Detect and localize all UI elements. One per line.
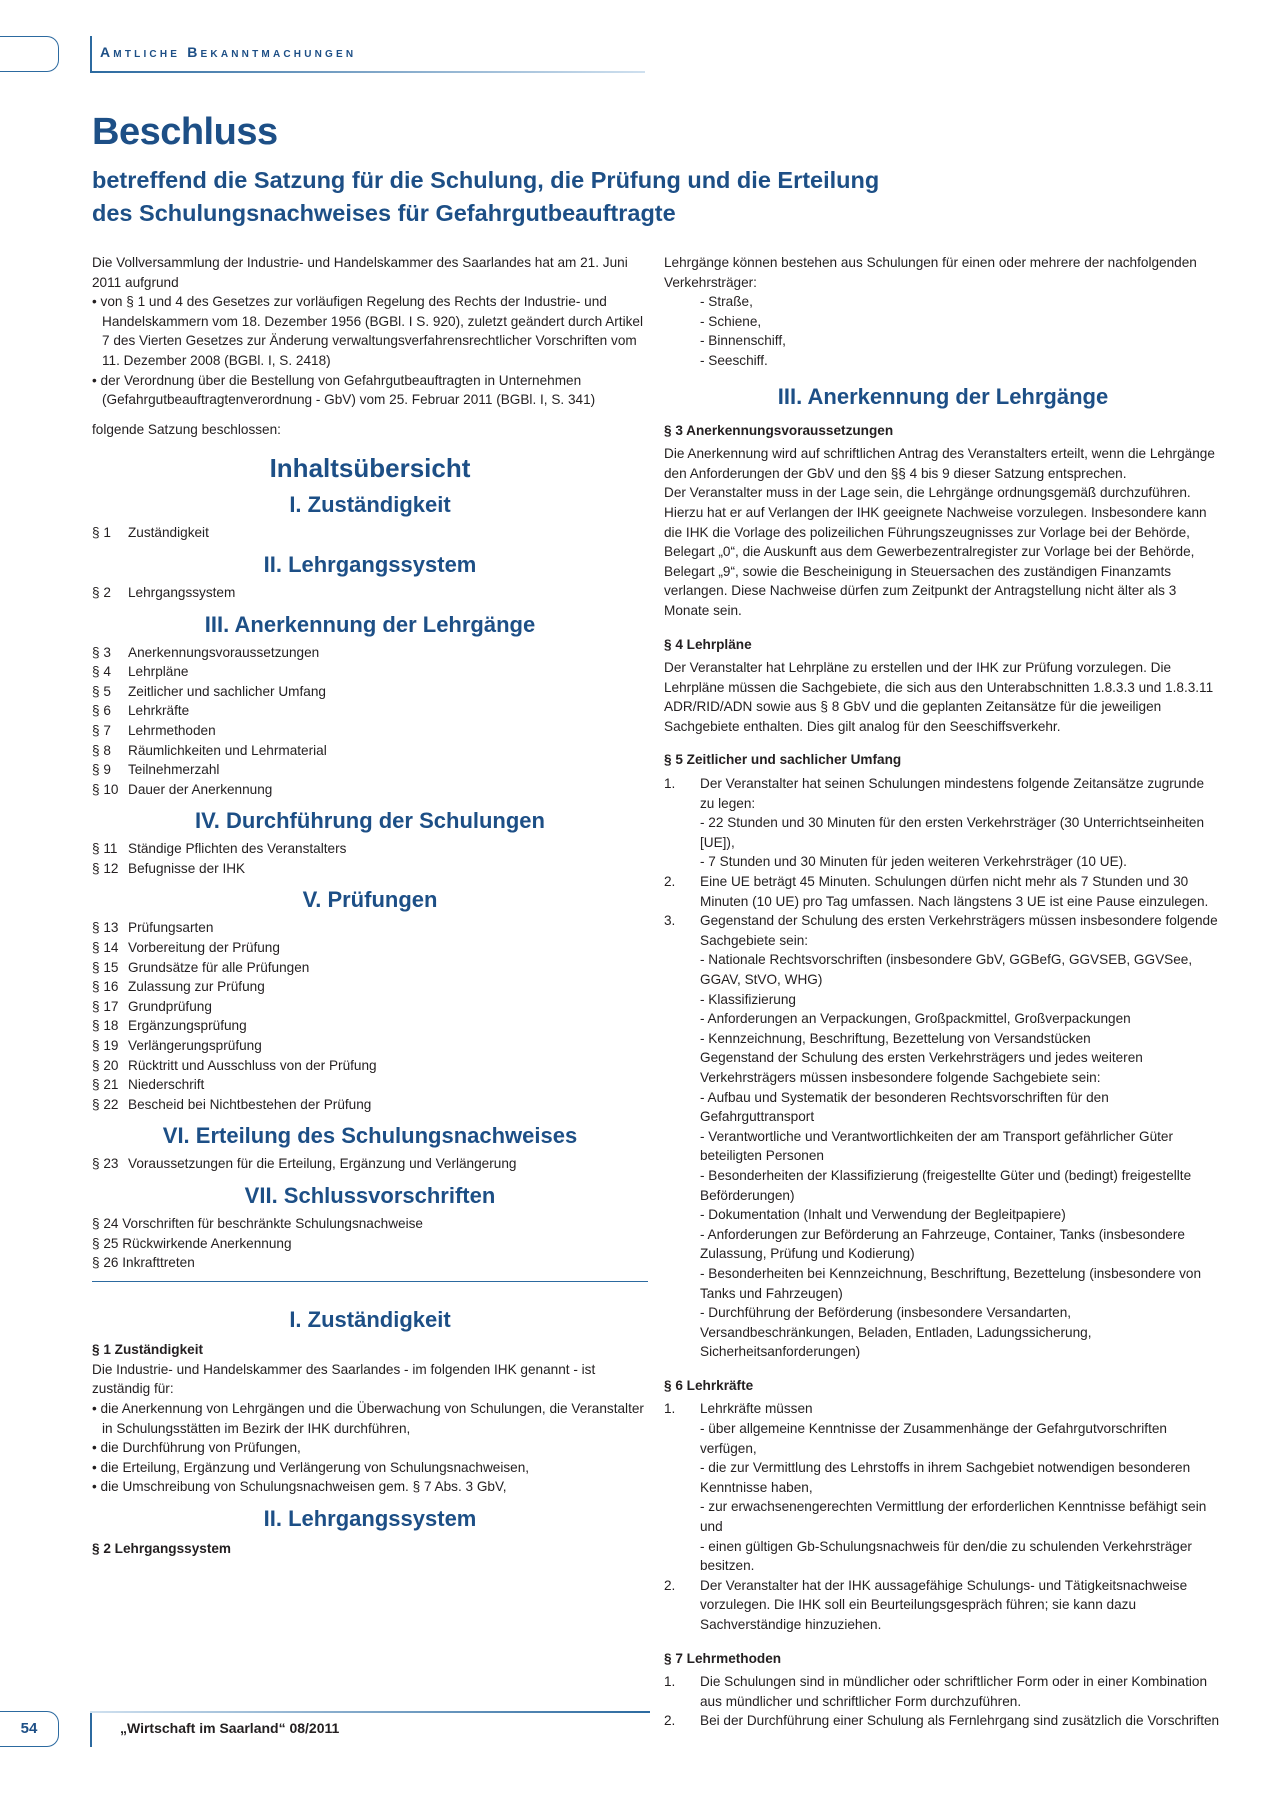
list-item: - Straße, — [700, 294, 753, 310]
paragraph-title: § 6 Lehrkräfte — [664, 1377, 754, 1393]
toc-item: § 22 Bescheid bei Nichtbestehen der Prüfung — [92, 1096, 372, 1112]
header-tab — [0, 36, 59, 72]
numbered-item: 2. Der Veranstalter hat der IHK aussagefähige Schulungs- und Tätigkeitsnachweise vorzulegen. Die IHK soll ein Beurteilungsgespräch führen; sie kann dazu Sachverständige hinzuziehen. — [664, 1577, 1188, 1632]
list-item: • die Durchführung von Prüfungen, — [92, 1440, 301, 1456]
sub-item: - Besonderheiten bei Kennzeichnung, Beschriftung, Bezettelung (insbesondere von Tanks und Fahrzeugen) — [700, 1265, 1202, 1301]
toc-item: § 26 Inkrafttreten — [92, 1255, 195, 1271]
toc-item: § 24 Vorschriften für beschränkte Schulungsnachweise — [92, 1216, 423, 1231]
sub-item: - Anforderungen an Verpackungen, Großpackmittel, Großverpackungen — [700, 1011, 1131, 1027]
section-heading: I. Zuständigkeit — [289, 1307, 451, 1333]
numbered-item: 1. Lehrkräfte müssen — [664, 1401, 813, 1417]
toc-item: § 15 Grundsätze für alle Prüfungen — [92, 959, 310, 975]
toc-heading: I. Zuständigkeit — [289, 492, 451, 518]
sub-item: - Dokumentation (Inhalt und Verwendung der Begleitpapiere) — [700, 1207, 1066, 1223]
numbered-item: 3. Gegenstand der Schulung des ersten Verkehrsträgers müssen insbesondere folgende Sachgebiete sein: — [664, 913, 1218, 948]
toc-heading: VII. Schlussvorschriften — [244, 1183, 496, 1208]
toc-item: § 18 Ergänzungsprüfung — [92, 1018, 247, 1034]
paragraph-title: § 7 Lehrmethoden — [664, 1650, 782, 1666]
left-column — [92, 253, 648, 1559]
paragraph-title: § 2 Lehrgangssystem — [92, 1541, 232, 1557]
page-title: Beschluss — [92, 111, 278, 153]
sub-item: - 22 Stunden und 30 Minuten für den ersten Verkehrsträger (30 Unterrichtseinheiten [UE]), — [700, 815, 1205, 850]
footer-rule — [90, 1711, 650, 1713]
list-item: - Binnenschiff, — [700, 333, 786, 349]
subtitle-line: des Schulungsnachweises für Gefahrgutbeauftragte — [92, 200, 676, 226]
page-number: 54 — [0, 1711, 59, 1747]
sub-item: - Nationale Rechtsvorschriften (insbesondere GbV, GGBefG, GGVSEB, GGVSee, GGAV, StVO, WHG) — [700, 952, 1193, 987]
toc-item: § 6 Lehrkräfte — [92, 703, 190, 719]
sub-item: - Anforderungen zur Beförderung an Fahrzeuge, Container, Tanks (insbesondere Zulassung, Prüfung und Kodierung) — [700, 1226, 1185, 1262]
paragraph-title: § 4 Lehrpläne — [664, 636, 752, 652]
toc-item: § 3 Anerkennungsvoraussetzungen — [92, 644, 320, 660]
toc-item: § 20 Rücktritt und Ausschluss von der Prüfung — [92, 1057, 377, 1073]
paragraph-title: § 3 Anerkennungsvoraussetzungen — [664, 422, 894, 438]
mode-list — [664, 292, 1222, 370]
toc-item: § 4 Lehrpläne — [92, 664, 189, 680]
paragraph-title: § 5 Zeitlicher und sachlicher Umfang — [664, 752, 902, 768]
numbered-item: 1. Die Schulungen sind in mündlicher oder schriftlicher Form oder in einer Kombination aus mündlicher und schriftlicher Form durchzuführen. — [664, 1674, 1207, 1709]
toc-heading: III. Anerkennung der Lehrgänge — [204, 611, 536, 637]
toc-item: § 14 Vorbereitung der Prüfung — [92, 940, 280, 956]
footer-divider — [90, 1711, 92, 1747]
sub-item: - Kennzeichnung, Beschriftung, Bezettelung von Versandstücken — [700, 1030, 1091, 1046]
divider — [92, 1281, 648, 1283]
toc-item: § 8 Räumlichkeiten und Lehrmaterial — [92, 742, 327, 758]
toc-heading: IV. Durchführung der Schulungen — [195, 808, 545, 834]
toc-item: § 21 Niederschrift — [92, 1077, 205, 1093]
toc-item: § 13 Prüfungsarten — [92, 920, 214, 936]
sub-item: - über allgemeine Kenntnisse der Zusammenhänge der Gefahrgutvorschriften verfügen, — [700, 1421, 1167, 1456]
right-column — [664, 253, 1222, 1731]
toc-heading: II. Lehrgangssystem — [263, 551, 477, 577]
toc-heading: VI. Erteilung des Schulungsnachweises — [162, 1123, 578, 1149]
magazine-issue: „Wirtschaft im Saarland“ 08/2011 — [120, 1720, 340, 1736]
intro-bullet: • von § 1 und 4 des Gesetzes zur vorläufigen Regelung des Rechts der Industrie- und Handelskammern vom 18. Dezember 1956 (BGBl. I S. 920), zuletzt geändert durch Artikel 7 des Vierten Gesetzes zur Änderung verwaltungsverfahrensrechtlicher Vorschriften vom 11. Dezember 2008 (BGBl. I, S. 2418) — [92, 294, 643, 368]
toc-item: § 5 Zeitlicher und sachlicher Umfang — [92, 683, 326, 699]
intro-paragraph: folgende Satzung beschlossen: — [92, 421, 281, 437]
toc-item: § 16 Zulassung zur Prüfung — [92, 979, 265, 995]
paragraph-text: Der Veranstalter muss in der Lage sein, die Lehrgänge ordnungsgemäß durchzuführen. Hierzu hat er auf Verlangen der IHK geeignete Nachweise vorzulegen. Insbesondere kann die IHK die Vorlage des polizeilichen Führungszeugnisses zur Vorlage bei der Behörde, Belegart „0“, die Auskunft aus dem Gewerbezentralregister zur Vorlage bei der Behörde, Belegart „9“, sowie die Bescheinigung in Steuersachen des zuständigen Finanzamts verlangen. Diese Nachweise dürfen zum Zeitpunkt der Antragstellung nicht älter als 3 Monate sein. — [664, 485, 1207, 618]
page-subtitle — [92, 164, 879, 230]
subtitle-line: betreffend die Satzung für die Schulung, die Prüfung und die Erteilung — [92, 167, 880, 193]
toc-item: § 9 Teilnehmerzahl — [92, 762, 220, 778]
intro-bullet: • der Verordnung über die Bestellung von Gefahrgutbeauftragten in Unternehmen (Gefahrgutbeauftragtenverordnung - GbV) vom 25. Februar 2011 (BGBl. I, S. 341) — [92, 372, 596, 408]
sub-item: - Aufbau und Systematik der besonderen Rechtsvorschriften für den Gefahrguttransport — [700, 1089, 1109, 1125]
toc-item: § 17 Grundprüfung — [92, 998, 212, 1014]
toc-item: § 23 Voraussetzungen für die Erteilung, Ergänzung und Verlängerung — [92, 1156, 517, 1172]
header-divider — [90, 36, 92, 72]
intro-paragraph: Die Vollversammlung der Industrie- und Handelskammer des Saarlandes hat am 21. Juni 2011 aufgrund — [92, 255, 628, 290]
sub-item: - Verantwortliche und Verantwortlichkeiten der am Transport gefährlicher Güter beteiligten Personen — [700, 1128, 1173, 1164]
sub-item: - Besonderheiten der Klassifizierung (freigestellte Güter und (bedingt) freigestellte Beförderungen) — [700, 1167, 1192, 1203]
section-title: Amtliche Bekanntmachungen — [100, 44, 357, 60]
toc-list — [92, 643, 648, 800]
toc-list — [92, 918, 648, 1114]
toc-item: § 19 Verlängerungsprüfung — [92, 1038, 262, 1054]
toc-item: § 25 Rückwirkende Anerkennung — [92, 1235, 292, 1251]
list-item: • die Erteilung, Ergänzung und Verlängerung von Schulungsnachweisen, — [92, 1459, 530, 1475]
toc-item: § 2 Lehrgangssystem — [92, 584, 236, 600]
sub-item: - die zur Vermittlung des Lehrstoffs in ihrem Sachgebiet notwendigen besonderen Kenntnisse haben, — [700, 1460, 1191, 1495]
paragraph-text: Die Anerkennung wird auf schriftlichen Antrag des Veranstalters erteilt, wenn die Lehrgänge den Anforderungen der GbV und den §§ 4 bis 9 dieser Satzung entsprechen. — [664, 446, 1215, 481]
sub-item: - einen gültigen Gb-Schulungsnachweis für den/die zu schulenden Verkehrsträger besitzen. — [700, 1538, 1192, 1574]
sub-item: - zur erwachsenengerechten Vermittlung der erforderlichen Kenntnisse befähigt sein und — [700, 1499, 1207, 1535]
toc-list — [92, 839, 648, 878]
toc-item: § 12 Befugnisse der IHK — [92, 860, 246, 876]
sub-item: - 7 Stunden und 30 Minuten für jeden weiteren Verkehrsträger (10 UE). — [700, 854, 1127, 870]
paragraph-text: Lehrgänge können bestehen aus Schulungen für einen oder mehrere der nachfolgenden Verkehrsträger: — [664, 255, 1197, 290]
toc-item: § 11 Ständige Pflichten des Veranstalters — [92, 841, 347, 857]
page-header — [0, 36, 1280, 72]
paragraph-text: Der Veranstalter hat Lehrpläne zu erstellen und der IHK zur Prüfung vorzulegen. Die Lehrpläne müssen die Sachgebiete, die sich aus den Unterabschnitten 1.8.3.3 und 1.8.3.11 ADR/RID/ADN sowie aus § 8 GbV und die geplanten Zeitansätze für die jeweiligen Sachgebiete enthalten. Dies gilt analog für den Seeschiffsverkehr. — [664, 660, 1214, 734]
paragraph-text: Die Industrie- und Handelskammer des Saarlandes - im folgenden IHK genannt - ist zuständig für: — [92, 1361, 596, 1397]
sub-item: - Durchführung der Beförderung (insbesondere Versandarten, Versandbeschränkungen, Beladen, Entladen, Ladungssicherung, Sicherheitsanforderungen) — [700, 1305, 1092, 1360]
header-rule — [90, 71, 645, 73]
toc-heading: V. Prüfungen — [302, 887, 438, 913]
list-item: • die Umschreibung von Schulungsnachweisen gem. § 7 Abs. 3 GbV, — [92, 1479, 507, 1495]
list-item: - Seeschiff. — [700, 352, 768, 368]
paragraph-title: § 1 Zuständigkeit — [92, 1342, 204, 1358]
page-footer — [0, 1711, 1280, 1751]
numbered-item: 2. Bei der Durchführung einer Schulung als Fernlehrgang sind zusätzlich die Vorschriften — [664, 1713, 1220, 1729]
sub-item: - Klassifizierung — [700, 991, 796, 1007]
list-item: - Schiene, — [700, 313, 762, 329]
section-heading: II. Lehrgangssystem — [263, 1506, 477, 1532]
list-item: • die Anerkennung von Lehrgängen und die Überwachung von Schulungen, die Veranstalter in Schulungsstätten im Bezirk der IHK durchführen, — [92, 1401, 644, 1436]
toc-item: § 7 Lehrmethoden — [92, 722, 216, 738]
sub-paragraph: Gegenstand der Schulung des ersten Verkehrsträgers und jedes weiteren Verkehrsträgers müssen insbesondere folgende Sachgebiete sein: — [700, 1050, 1143, 1085]
toc-item: § 10 Dauer der Anerkennung — [92, 781, 273, 797]
numbered-item: 2. Eine UE beträgt 45 Minuten. Schulungen dürfen nicht mehr als 7 Stunden und 30 Minuten (10 UE) pro Tag umfassen. Nach längstens 3 UE ist eine Pause einzulegen. — [664, 874, 1209, 909]
toc-item: § 1 Zuständigkeit — [92, 525, 209, 541]
section-heading: III. Anerkennung der Lehrgänge — [777, 383, 1109, 409]
toc-list — [92, 1214, 648, 1273]
toc-title: Inhaltsübersicht — [269, 453, 471, 484]
numbered-item: 1. Der Veranstalter hat seinen Schulungen mindestens folgende Zeitansätze zugrunde zu legen: — [664, 776, 1205, 811]
